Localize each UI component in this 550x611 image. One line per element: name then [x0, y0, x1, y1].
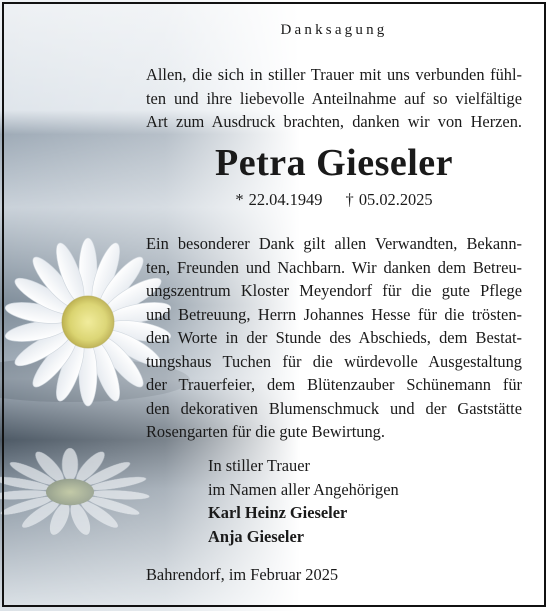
thanks-line: Rosengarten für die gute Bewirtung.: [146, 422, 385, 441]
signature-line: In stiller Trauer: [208, 456, 310, 475]
signature-block: [208, 454, 399, 548]
life-dates: [146, 190, 522, 210]
thanks-line: und Betreuung, Herrn Johannes Hesse für die trösten-: [146, 304, 522, 324]
mourner-name: Anja Gieseler: [208, 526, 305, 546]
place-date: Bahrendorf, im Februar 2025: [146, 565, 339, 584]
thanks-line: Ein besonderer Dank gilt allen Verwandten, Bekann-: [146, 234, 522, 253]
intro-line: Allen, die sich in stiller Trauer mit uns verbunden fühl-: [146, 65, 522, 84]
intro-line: ten und ihre liebevolle Anteilnahme auf so vielfältige: [146, 88, 522, 108]
thanks-line: tungshaus Tuchen für die würdevolle Ausgestaltung: [146, 351, 522, 371]
thanks-line: den dekorativen Blumenschmuck und der Gaststätte: [146, 398, 522, 418]
thanks-line: ungszentrum Kloster Meyendorf für die gute Pflege: [146, 281, 522, 300]
thanks-line: ten, Freunden und Nachbarn. Wir danken dem Betreu-: [146, 257, 522, 277]
thanks-paragraph: [146, 232, 522, 444]
intro-line: Art zum Ausdruck brachten, danken wir von Herzen.: [146, 112, 522, 131]
thanks-line: der Trauerfeier, dem Blütenzauber Schünemann für: [146, 375, 522, 394]
birth-date: * 22.04.1949: [235, 190, 323, 209]
death-date: † 05.02.2025: [345, 190, 433, 209]
mourner-name: Karl Heinz Gieseler: [208, 503, 348, 522]
notice-heading: Danksagung: [280, 22, 388, 38]
intro-paragraph: [146, 63, 522, 134]
signature-line: im Namen aller Angehörigen: [208, 479, 399, 499]
thanks-line: den Worte in der Stunde des Abschieds, dem Bestat-: [146, 328, 522, 347]
deceased-name: Petra Gieseler: [214, 142, 454, 184]
